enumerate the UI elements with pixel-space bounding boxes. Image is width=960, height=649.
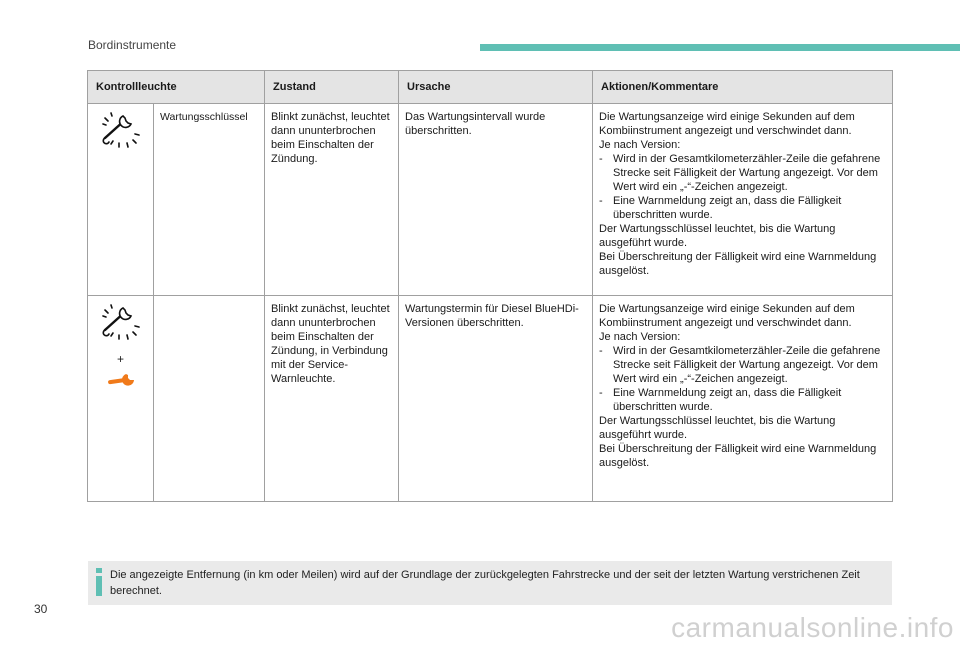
list-item: - Wird in der Gesamtkilometerzähler-Zeile die gefahrene Strecke seit Fälligkeit der Wartung angezeigt. Vor dem Wert wird ein „-“-Zeichen angezeigt. <box>599 153 881 193</box>
orange-wrench-icon <box>106 370 136 386</box>
ursache-cell: Das Wartungsintervall wurde überschritten. <box>399 104 593 296</box>
aktionen-outro: Bei Überschreitung der Fälligkeit wird eine Warnmeldung ausgelöst. <box>599 251 877 277</box>
aktionen-cell <box>593 104 893 296</box>
icon-cell <box>88 296 154 502</box>
aktionen-list <box>599 152 886 222</box>
zustand-cell: Blinkt zunächst, leuchtet dann ununterbrochen beim Einschalten der Zündung. <box>265 104 399 296</box>
warning-light-label <box>154 296 265 502</box>
aktionen-version: Je nach Version: <box>599 139 681 151</box>
warning-lights-table <box>87 70 893 502</box>
section-title: Bordinstrumente <box>88 38 177 52</box>
column-header-kontrollleuchte: Kontrollleuchte <box>88 71 265 104</box>
aktionen-outro: Bei Überschreitung der Fälligkeit wird eine Warnmeldung ausgelöst. <box>599 443 877 469</box>
aktionen-list <box>599 344 886 414</box>
watermark: carmanualsonline.info <box>671 612 954 643</box>
plus-sign: + <box>116 352 124 366</box>
table-row <box>88 104 893 296</box>
list-item: - Eine Warnmeldung zeigt an, dass die Fälligkeit überschritten wurde. <box>599 387 842 413</box>
info-text: Die angezeigte Entfernung (in km oder Meilen) wird auf der Grundlage der zurückgelegten Fahrstrecke und der seit der letzten Wartung verstrichenen Zeit berechnet. <box>110 569 860 597</box>
list-item: - Wird in der Gesamtkilometerzähler-Zeile die gefahrene Strecke seit Fälligkeit der Wartung angezeigt. Vor dem Wert wird ein „-“-Zeichen angezeigt. <box>599 345 881 385</box>
aktionen-cell <box>593 296 893 502</box>
page-number: 30 <box>34 602 48 616</box>
wrench-service-icon <box>99 110 143 150</box>
column-header-aktionen: Aktionen/Kommentare <box>593 71 893 104</box>
aktionen-intro: Die Wartungsanzeige wird einige Sekunden auf dem Kombiinstrument angezeigt und verschwindet dann. <box>599 111 855 137</box>
list-item: - Eine Warnmeldung zeigt an, dass die Fälligkeit überschritten wurde. <box>599 195 842 221</box>
aktionen-intro: Die Wartungsanzeige wird einige Sekunden auf dem Kombiinstrument angezeigt und verschwindet dann. <box>599 303 855 329</box>
info-icon <box>96 568 102 596</box>
header-accent-bar <box>480 44 960 51</box>
aktionen-version: Je nach Version: <box>599 331 681 343</box>
warning-light-label: Wartungsschlüssel <box>154 104 265 296</box>
wrench-service-icon <box>99 302 143 342</box>
column-header-ursache: Ursache <box>399 71 593 104</box>
table-row <box>88 296 893 502</box>
aktionen-outro: Der Wartungsschlüssel leuchtet, bis die Wartung ausgeführt wurde. <box>599 415 836 441</box>
icon-cell <box>88 104 154 296</box>
column-header-zustand: Zustand <box>265 71 399 104</box>
table-header-row <box>88 71 893 104</box>
zustand-cell: Blinkt zunächst, leuchtet dann ununterbrochen beim Einschalten der Zündung, in Verbindung mit der Service-Warnleuchte. <box>265 296 399 502</box>
aktionen-outro: Der Wartungsschlüssel leuchtet, bis die Wartung ausgeführt wurde. <box>599 223 836 249</box>
info-box <box>88 561 892 605</box>
ursache-cell: Wartungstermin für Diesel BlueHDi-Versionen überschritten. <box>399 296 593 502</box>
